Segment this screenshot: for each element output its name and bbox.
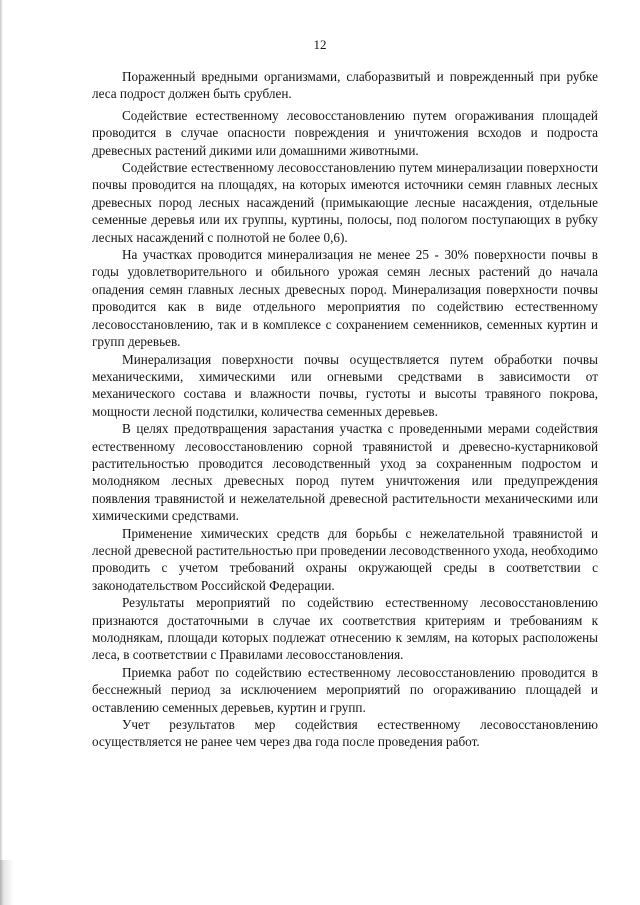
paragraph-4: На участках проводится минерализация не менее 25 - 30% поверхности почвы в годы удовлетворительного и обильного урожая семян лесных растений до начала опадения семян главных лесных древесных пород. Минерализация поверхности почвы проводится как в виде отдельного мероприятия по содействию естественному лесовосстановлению, так и в комплексе с сохранением семенников, семенных куртин и групп деревьев. — [92, 247, 598, 350]
paragraph-1: Пораженный вредными организмами, слаборазвитый и поврежденный при рубке леса подрост должен быть срублен. — [92, 69, 598, 102]
document-body — [92, 68, 598, 751]
paragraph-9: Приемка работ по содействию естественному лесовосстановлению проводится в бесснежный период за исключением мероприятий по огораживанию площадей и оставлению семенных деревьев, куртин и групп. — [92, 664, 598, 715]
scan-edge-shadow-bottom — [0, 860, 14, 905]
paragraph-5: Минерализация поверхности почвы осуществляется путем обработки почвы механическими, химическими или огневыми средствами в зависимости от механического состава и влажности почвы, густоты и высоты травяного покрова, мощности лесной подстилки, количества семенных деревьев. — [92, 351, 598, 419]
paragraph-6: В целях предотвращения зарастания участка с проведенными мерами содействия естественному лесовосстановлению сорной травянистой и древесно-кустарниковой растительностью проводится лесоводственный уход за сохраненным подростом и молодняком лесных древесных пород путем уничтожения или предупреждения появления травянистой и нежелательной древесной растительности механическими или химическими средствами. — [92, 421, 598, 524]
paragraph-3: Содействие естественному лесовосстановлению путем минерализации поверхности почвы проводится на площадях, на которых имеются источники семян главных лесных древесных пород лесных насаждений (примыкающие лесные насаждения, отдельные семенные деревья или их группы, куртины, полосы, под пологом поступающих в рубку лесных насаждений с полнотой не более 0,6). — [92, 160, 598, 245]
scan-edge-shadow — [0, 0, 3, 905]
paragraph-2: Содействие естественному лесовосстановлению путем огораживания площадей проводится в случае опасности повреждения и уничтожения всходов и подроста древесных растений дикими или домашними животными. — [92, 107, 598, 158]
paragraph-10: Учет результатов мер содействия естественному лесовосстановлению осуществляется не ранее чем через два года после проведения работ. — [92, 717, 598, 750]
paragraph-8: Результаты мероприятий по содействию естественному лесовосстановлению признаются достаточными в случае их соответствия критериям и требованиям к молоднякам, площади которых подлежат отнесению к землям, на которых расположены леса, в соответствии с Правилами лесовосстановления. — [92, 595, 598, 663]
paragraph-7: Применение химических средств для борьбы с нежелательной травянистой и лесной древесной растительностью при проведении лесоводственного ухода, необходимо проводить с учетом требований охраны окружающей среды в соответствии с законодательством Российской Федерации. — [92, 525, 598, 593]
page-number: 12 — [313, 37, 327, 52]
